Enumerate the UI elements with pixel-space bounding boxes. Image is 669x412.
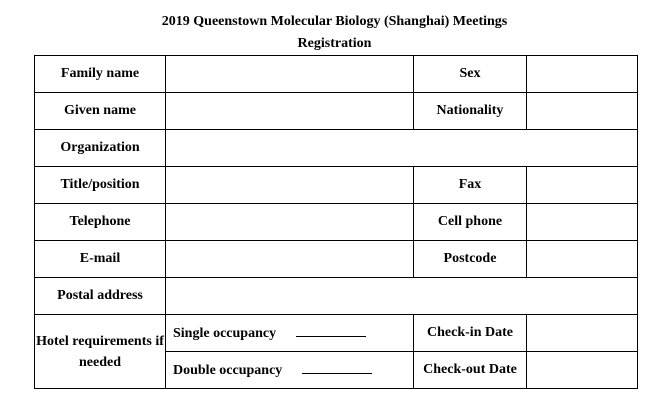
email-field[interactable] bbox=[166, 241, 414, 278]
telephone-field[interactable] bbox=[166, 204, 414, 241]
given-name-label: Given name bbox=[35, 93, 166, 130]
check-in-date-label: Check-in Date bbox=[414, 315, 527, 352]
family-name-field[interactable] bbox=[166, 56, 414, 93]
postcode-field[interactable] bbox=[527, 241, 638, 278]
document-subtitle: Registration bbox=[297, 36, 372, 51]
title-position-label: Title/position bbox=[35, 167, 166, 204]
fax-field[interactable] bbox=[527, 167, 638, 204]
email-label: E-mail bbox=[35, 241, 166, 278]
table-row bbox=[35, 93, 638, 130]
nationality-field[interactable] bbox=[527, 93, 638, 130]
table-row bbox=[35, 204, 638, 241]
postal-address-field[interactable] bbox=[166, 278, 638, 315]
fax-label: Fax bbox=[414, 167, 527, 204]
organization-label: Organization bbox=[35, 130, 166, 167]
double-occupancy-label: Double occupancy bbox=[173, 363, 283, 378]
double-occupancy-cell bbox=[166, 352, 414, 389]
cell-phone-field[interactable] bbox=[527, 204, 638, 241]
check-out-date-label: Check-out Date bbox=[414, 352, 527, 389]
check-in-date-field[interactable] bbox=[527, 315, 638, 352]
table-row bbox=[35, 278, 638, 315]
given-name-field[interactable] bbox=[166, 93, 414, 130]
postcode-label: Postcode bbox=[414, 241, 527, 278]
family-name-label: Family name bbox=[35, 56, 166, 93]
table-row bbox=[35, 315, 638, 352]
check-out-date-field[interactable] bbox=[527, 352, 638, 389]
table-row bbox=[35, 56, 638, 93]
registration-table bbox=[34, 55, 638, 389]
table-row bbox=[35, 130, 638, 167]
organization-field[interactable] bbox=[166, 130, 638, 167]
postal-address-label: Postal address bbox=[35, 278, 166, 315]
hotel-requirements-label: Hotel requirements if needed bbox=[35, 315, 166, 389]
single-occupancy-label: Single occupancy bbox=[173, 326, 277, 341]
double-occupancy-blank[interactable] bbox=[302, 361, 372, 374]
sex-field[interactable] bbox=[527, 56, 638, 93]
table-row bbox=[35, 241, 638, 278]
document-title: 2019 Queenstown Molecular Biology (Shanghai) Meetings bbox=[161, 14, 508, 29]
cell-phone-label: Cell phone bbox=[414, 204, 527, 241]
sex-label: Sex bbox=[414, 56, 527, 93]
table-row bbox=[35, 167, 638, 204]
telephone-label: Telephone bbox=[35, 204, 166, 241]
single-occupancy-blank[interactable] bbox=[296, 324, 366, 337]
title-position-field[interactable] bbox=[166, 167, 414, 204]
nationality-label: Nationality bbox=[414, 93, 527, 130]
single-occupancy-cell bbox=[166, 315, 414, 352]
